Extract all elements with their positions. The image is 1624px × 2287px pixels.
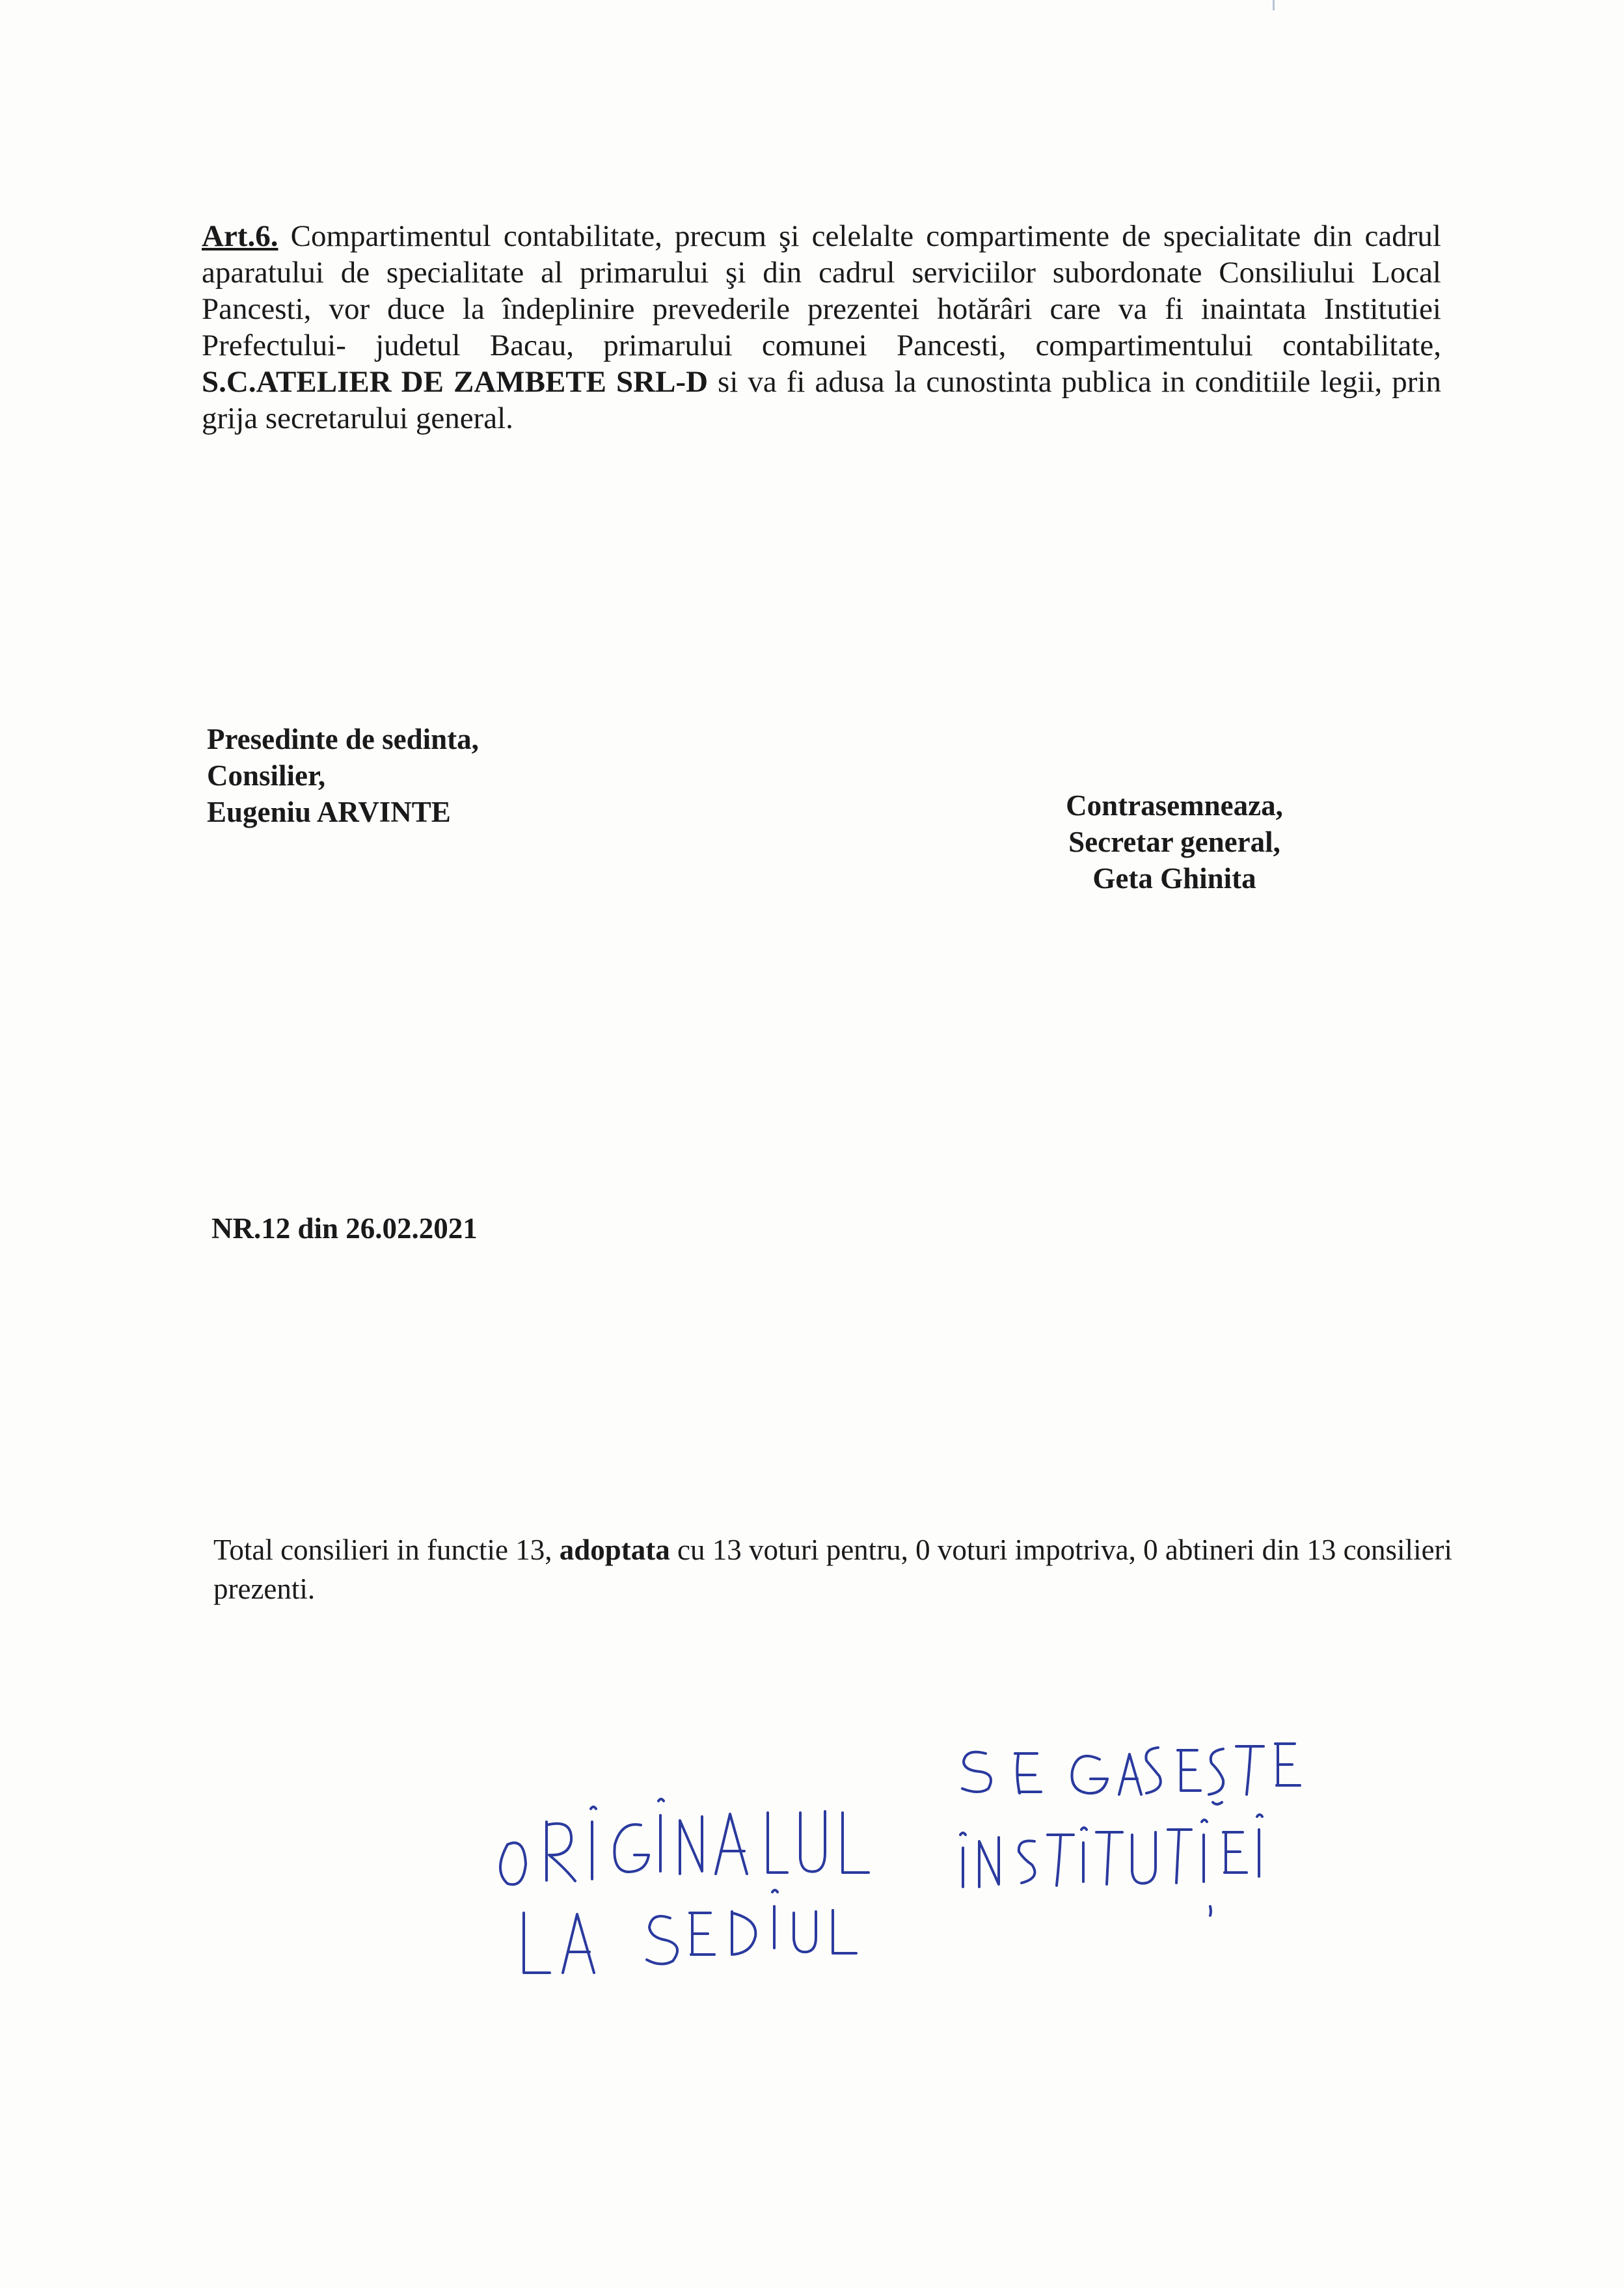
handwritten-certification-note [494, 1718, 1379, 1978]
article-text-part2: si va fi adusa la cunostinta publica in conditiile legii, prin grija secretarului general. [202, 365, 1441, 435]
scan-artifact [1273, 0, 1275, 10]
secretary-name: Geta Ghinita [1092, 862, 1256, 895]
vote-text-part2: cu 13 voturi pentru, 0 voturi impotriva, 0 abtineri din 13 consilieri prezenti. [213, 1534, 1453, 1605]
president-title: Consilier, [207, 759, 326, 792]
signature-block-president [207, 721, 479, 830]
signature-block-secretary [1025, 787, 1324, 897]
handwriting-drawing [494, 1718, 1379, 1978]
article-number: Art.6. [202, 219, 278, 253]
vote-text-part1: Total consilieri in functie 13, [213, 1534, 560, 1566]
adopted-label: adoptata [559, 1534, 670, 1566]
secretary-title: Secretar general, [1068, 826, 1280, 858]
company-name: S.C.ATELIER DE ZAMBETE SRL-D [202, 365, 709, 399]
vote-summary [213, 1530, 1453, 1608]
decision-number: NR.12 din 26.02.2021 [211, 1212, 478, 1245]
article-text-part1: Compartimentul contabilitate, precum şi celelalte compartimente de specialitate din cadrul aparatului de specialitate al primarului şi din cadrul serviciilor subordonate Consiliului Local Pancesti, vor duce la îndeplinire prevederile prezentei hotărâri care va fi inaintata Institutiei Prefectului- judetul Bacau, primarului comunei Pancesti, compartimentului contabilitate, [202, 219, 1441, 362]
president-name: Eugeniu ARVINTE [207, 796, 451, 828]
countersign-label: Contrasemneaza, [1066, 789, 1283, 822]
president-role: Presedinte de sedinta, [207, 723, 479, 755]
article-6-paragraph [202, 218, 1441, 437]
